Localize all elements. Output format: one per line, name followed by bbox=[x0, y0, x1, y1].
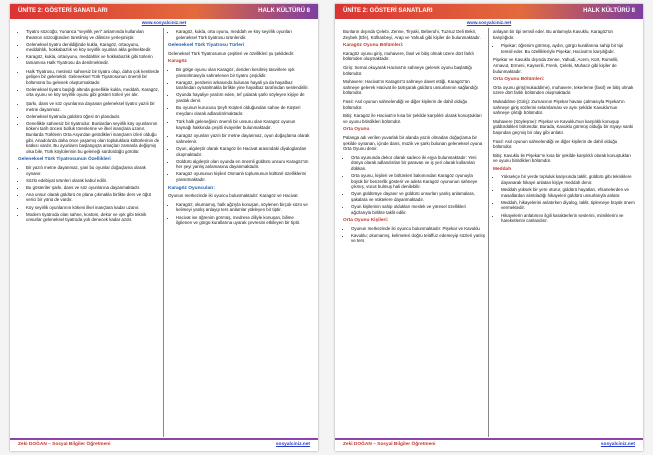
paragraph: Mukaddime (Giriş): Zurnacının Pişekar havası çalmasıyla Pişekar'ın sahneye giriş sözlerini selamlaması ve aynı şekilde Kavuklu'nun sahneye çıktığı bölümdür. bbox=[493, 98, 625, 116]
list-item: • Karagöz, perdenin arkasında bulunan hayali ya da hayalbaz tarafından oynatılmakla birlikte yine hayalbaz tarafından seslendirilir. bbox=[176, 80, 310, 91]
bullet-list bbox=[168, 67, 310, 116]
list-item: • Güldürü algıleştir olan oyunda en önemli güldürü unsuru Karagöz'ün her şeyi yanlış anlamasına dayanmaktadır. bbox=[176, 159, 310, 170]
list-item: • Bu oyunun kurucusu Şeyh Küşteri olduğundan sahne de Küşteri meydanı olarak adlandırılmaktadır. bbox=[176, 105, 310, 116]
section-heading: Karagöz bbox=[168, 59, 187, 65]
bullet-list bbox=[168, 133, 310, 182]
list-item: • Ana unsur olarak güldürü ön plana çıkmakla birlikte ders ve öğüt verici bir yönü de vardır. bbox=[26, 192, 160, 203]
bullet-list bbox=[493, 174, 635, 223]
section-heading: Orta Oyunu Bölümleri: bbox=[493, 77, 545, 83]
paragraph: Orta oyunu giriş(mukaddime), muhavere, tekerleme (fasıl) ve bitiş olmak üzere dört farklı bölümden oluşmaktadır. bbox=[493, 84, 634, 96]
site-link[interactable]: www.sosyalciniz.net bbox=[466, 20, 512, 25]
list-item: • Meddah yüksek bir yere oturur, güldürü hayatları, efsanelerden ve masallardan alıntıladığı hikayeleri güldürü unsurlarıyla anlatır. bbox=[501, 187, 635, 198]
section-heading: Geleneksel Türk Tiyatrosunun Özellikleri bbox=[18, 157, 111, 163]
list-item: • Karagöz, kukla, ortaoyunu, meddahlık ve hokkabazlık gibi türlerin tamamına Halk Tiyatrosu da denilmektedir. bbox=[26, 54, 160, 65]
column-divider bbox=[163, 28, 164, 437]
page-header bbox=[10, 4, 318, 19]
column-2 bbox=[493, 29, 635, 227]
list-item: • Şarkı, dans ve söz oyunlarına dayanan geleneksel tiyatro yazılı bir metne dayanmaz. bbox=[26, 101, 160, 112]
bullet-list bbox=[168, 29, 310, 40]
list-item: • Hikayelerin anlatımını ilgili karakterlerin seslerini, mimiklerini ve hareketlerini canlandırır. bbox=[501, 213, 635, 224]
paragraph: Fasıl: Asıl oyunun sahnelendiği ve diğer kişilerin de dahil olduğu bölümdür. bbox=[493, 138, 618, 150]
column-1 bbox=[18, 29, 160, 226]
page-footer bbox=[10, 438, 318, 451]
list-item: • Oyunun merkezinde iki oyuncu bulunmaktadır: Pişekar ve Kavuklu bbox=[351, 226, 485, 232]
column-divider bbox=[488, 28, 489, 437]
section-heading: Karagöz Oyuncuları: bbox=[168, 185, 215, 191]
paragraph: Muhavere (Söyleşme): Pişekar ve Kavuklu'nun karşılıklı konuşup güldürdükleri bölümdür. Burada, Kavuklu görmüş olduğu bir rüyayı sanki başından geçmiş bir olay gibi anlatır. bbox=[493, 118, 634, 135]
list-item: • Türk halk geleneğinin önemli bir unsuru olan Karagöz oyunun kaynağı hakkında çeşitli rivayetler bulunmaktadır. bbox=[176, 119, 310, 130]
paragraph: Giriş: Semai okuyarak Hacivat'ın sahneye gelerek oyunu başlattığı bölümdür. bbox=[343, 64, 472, 76]
column-1 bbox=[343, 29, 485, 247]
site-link[interactable]: www.sosyalciniz.net bbox=[141, 20, 187, 25]
list-item: • Bir yazılı metne dayanmaz, yani bu oyunlar doğaçlama olarak oynanır. bbox=[26, 165, 160, 176]
paragraph: Karagöz oyunu giriş, muhavere, fasıl ve bitiş olmak üzere dört farklı bölümden oluşmaktadır. bbox=[343, 50, 474, 62]
list-item: • Oyun güldürüye dayanır ve güldürü unsurları yanlış anlamalara, şakalara ve nüktelere dayanmaktadır. bbox=[351, 191, 485, 202]
list-item: • Bu gösteriler şarkı, dans ve söz oyunlarına dayanmaktadır. bbox=[26, 185, 160, 191]
page-footer bbox=[335, 438, 643, 451]
list-item: • Geleneksel tiyatroda güldürü öğesi ön plandadır. bbox=[26, 114, 160, 120]
page-header bbox=[335, 4, 643, 19]
list-item: • Geleneksel tiyatro başlığı altında genellikle kukla, meddah, Karagöz, orta oyunu ve köy seyirlik oyunu gibi gösteri türleri yer alır. bbox=[26, 87, 160, 98]
list-item: • Oyunda hayaliye yardım eden, tef çalarak şarkı söyleyen kişiye de yardak denir. bbox=[176, 92, 310, 103]
bullet-list bbox=[18, 101, 160, 154]
section-heading: Orta Oyunu Kişileri: bbox=[343, 218, 389, 224]
paragraph: Palanga adı verilen yuvarlak bir alanda yazılı olmadan doğaçlama bir şekilde oynanan, içinde dans, müzik ve şarkı bulunan geleneksel oyuna Orta Oyunu denir. bbox=[343, 134, 483, 152]
section-heading: Geleneksel Türk Tiyatrosu Türleri bbox=[168, 43, 245, 49]
list-item: • Oyun kişilerinin sahip oldukları meslek ve yöresel özellikleri ağızlarıyla birlikte taklit edilir. bbox=[351, 204, 485, 215]
paragraph: Bunların dışında Çelebi, Zenne, Tiryaki, Beberuhi, Tuzsuz Deli Bekir, Zeybek (Efe), Külhanbeyi, Arap ve Yahudi gibi kişiler de bulunmaktadır. bbox=[343, 29, 481, 40]
section-heading: Meddah bbox=[493, 166, 512, 172]
paragraph: Pişekar ve Kavuklu dışında Zenne, Yahudi, Acem, Kürt, Rumelili, Arnavut, Ermeni, Kayserili, Frenk, Çelebi, Muhacir gibi kişiler de bulunmaktadır. bbox=[493, 57, 619, 74]
unit-title: ÜNİTE 2: GÖSTERİ SANATLARI bbox=[18, 8, 108, 14]
bullet-list bbox=[18, 69, 160, 98]
footer-link[interactable]: sosyalciniz.net bbox=[600, 442, 635, 447]
bullet-list bbox=[168, 119, 310, 130]
section-heading: Orta Oyunu bbox=[343, 127, 370, 133]
column-2 bbox=[168, 29, 310, 229]
unit-title: ÜNİTE 2: GÖSTERİ SANATLARI bbox=[343, 8, 433, 14]
page-right bbox=[335, 4, 643, 451]
list-item: • Sözlü edebiyat ürünleri olarak kabul edilir. bbox=[26, 178, 160, 184]
paragraph: Oyunun merkezinde iki oyuncu bulunmaktadır: Karagöz ve Hacivat bbox=[168, 193, 298, 199]
list-item: • Halk Tiyatrosu, metinsiz sahnesiz bir tiyatro olup, daha çok kentlerde gelişen bir gelenektir. Geleneksel Türk Tiyatrosunun önemli bir bölümünü bu gelenek oluşturmaktadır. bbox=[26, 69, 160, 86]
list-item: • Orta oyununda dekor olarak sadece iki eşya bulunmaktadır: Yeni dünya olarak adlandırılan bir paravan ve iş yeri olarak kullanılan dükkan. bbox=[351, 155, 485, 172]
list-item: • Genellikle sahnesiz bir tiyatrodur. Bunlardan seyirlik köy oyunlarının kökeni tarih öncesi bolluk törenlerine ve ilkel inançlara uzanır. Bunlarda Türklerin Orta Asya'dan getirdikleri inançların izleri olduğu gibi, Anadolu'da daha önce yaşamış olan topluluklara kültürlerinin de katkısı vardır. Bu oyunların başlangıçta amaçları zamanla değişmiş olsa bile, Türk köylülerinin bu geleneği sürdürdüğü görülür. bbox=[26, 121, 160, 155]
bullet-list bbox=[493, 43, 635, 54]
list-item: • Oyun, algıleştir olarak Karagöz ile Hacivat arasındaki diyaloglardan oluşmaktadır. bbox=[176, 146, 310, 157]
list-item: • Karagöz oyununun kişileri Osmanlı toplumunun kültürel özelliklerini yansıtmaktadır. bbox=[176, 171, 310, 182]
author-credit: Zeki DOĞAN – Sosyal Bilgiler Öğretmeni bbox=[343, 442, 436, 447]
paragraph: Muhavere: Hacivat'ın Karagöz'ü sahneye davet ettiği, Karagöz'ün sahneye gelerek Hacivat ile tartışarak güldürü unsurlarının sağlandığı bölümdür. bbox=[343, 79, 478, 96]
course-title: HALK KÜLTÜRÜ 8 bbox=[583, 8, 635, 14]
bullet-list bbox=[343, 155, 485, 215]
bullet-list bbox=[168, 202, 310, 226]
list-item: • Yüksekçe bir yerde topluluk karşısında taklit, güldürü gibi tekniklere dayanarak hikaye anlatan kişiye meddah denir. bbox=[501, 174, 635, 185]
list-item: • Pişekar; öğrenim görmüş, aydın, görgü kurallarına sahip bir tipi temsil eder. Bu özellikleriyle Pişekar, Hacivat'ın karşılığıdır. bbox=[501, 43, 635, 54]
list-item: • Orta oyunu, kişileri ve bölümleri bakımından Karagöz oyunuyla büyük bir benzerlik gösterir ve adeta Karagöz oyununun sahneye çıkmış, vücut bulmuş hali denilebilir. bbox=[351, 173, 485, 190]
footer-link[interactable]: sosyalciniz.net bbox=[275, 442, 310, 447]
section-heading: Karagöz Oyunu Bölümleri: bbox=[343, 43, 404, 49]
course-title: HALK KÜLTÜRÜ 8 bbox=[258, 8, 310, 14]
list-item: • Hacivat ise öğrenim görmüş, medrese diliyle konuşan, bilime ilgilenen ve görgü kurallarına uyarak çevresini etkileyen bir tiptir. bbox=[176, 215, 310, 226]
list-item: • Karagöz; okumamış, halk ağzıyla konuşan, söylenen birçok sözü ve kelimeyi yanlış anlayıp ters anlamlar yükleyen bir tiptir. bbox=[176, 202, 310, 213]
list-item: • Kavuklu; okumamış, kelimeleri doğru telaffuz edemeyip sözleri yanlış ve ters bbox=[351, 233, 485, 244]
paragraph: Bitiş: Karagöz ile Hacivat'ın kısa bir şekilde karşılıklı olarak konuştukları ve oyunu bitirdikleri bölümdür. bbox=[343, 113, 482, 124]
paragraph: anlayan bir tipi temsil eder. Bu anlamıyla Kavuklu, Karagöz'ün karşılığıdır. bbox=[493, 29, 613, 40]
bullet-list bbox=[343, 226, 485, 244]
list-item: • Bir gölge oyunu olan Karagöz, deriden kesilmiş tasvirlere ışık yansıtılmasıyla sahnelenen bir tiyatro çeşididir. bbox=[176, 67, 310, 78]
author-credit: Zeki DOĞAN – Sosyal Bilgiler Öğretmeni bbox=[18, 442, 111, 447]
page-left bbox=[10, 4, 318, 451]
list-item: • Geleneksel tiyatro denildiğinde kukla, Karagöz, ortaoyunu, meddahlık, hokkabazlık ve köy seyirlik oyunları akla gelmektedir. bbox=[26, 42, 160, 53]
list-item: • Modern tiyatroda olan sahne, kostüm, dekor ve ışık gibi teknik unsurlar geleneksel tiyatroda yok denecek kadar azdır. bbox=[26, 212, 160, 223]
bullet-list bbox=[18, 29, 160, 66]
list-item: • Karagöz oyunları yazılı bir metne dayanmaz, oyun doğaçlama olarak sahnelenir. bbox=[176, 133, 310, 144]
list-item: • Tiyatro sözcüğü, Yunanca "seyirlik yeri" anlamında kullanılan theatron sözcüğünden türetilmiş ve dilimize yerleşmiştir. bbox=[26, 29, 160, 40]
list-item: • Karagöz, kukla, orta oyunu, meddah ve köy seyirlik oyunları geleneksel Türk tiyatrosu ürünleridir. bbox=[176, 29, 310, 40]
paragraph: Geleneksel Türk Tiyatrosunun çeşitleri ve özellikleri şu şekildedir: bbox=[168, 50, 295, 56]
bullet-list bbox=[18, 165, 160, 223]
list-item: • Köy seyirlik oyunlarının kökeni ilkel inançlara kadar uzanır. bbox=[26, 205, 160, 211]
paragraph: Bitiş: Kavuklu ile Pişekar'ın kısa bir şekilde karşılıklı olarak konuştukları ve oyunu bitirdikleri bölümdür. bbox=[493, 152, 631, 164]
paragraph: Fasıl: Asıl oyunun sahnelendiği ve diğer kişilerin de dahil olduğu bölümdür. bbox=[343, 98, 468, 110]
list-item: • Meddah, hikayelerini anlatırken diyalog, taklit, tiplemeye büyük önem vermektedir. bbox=[501, 200, 635, 211]
